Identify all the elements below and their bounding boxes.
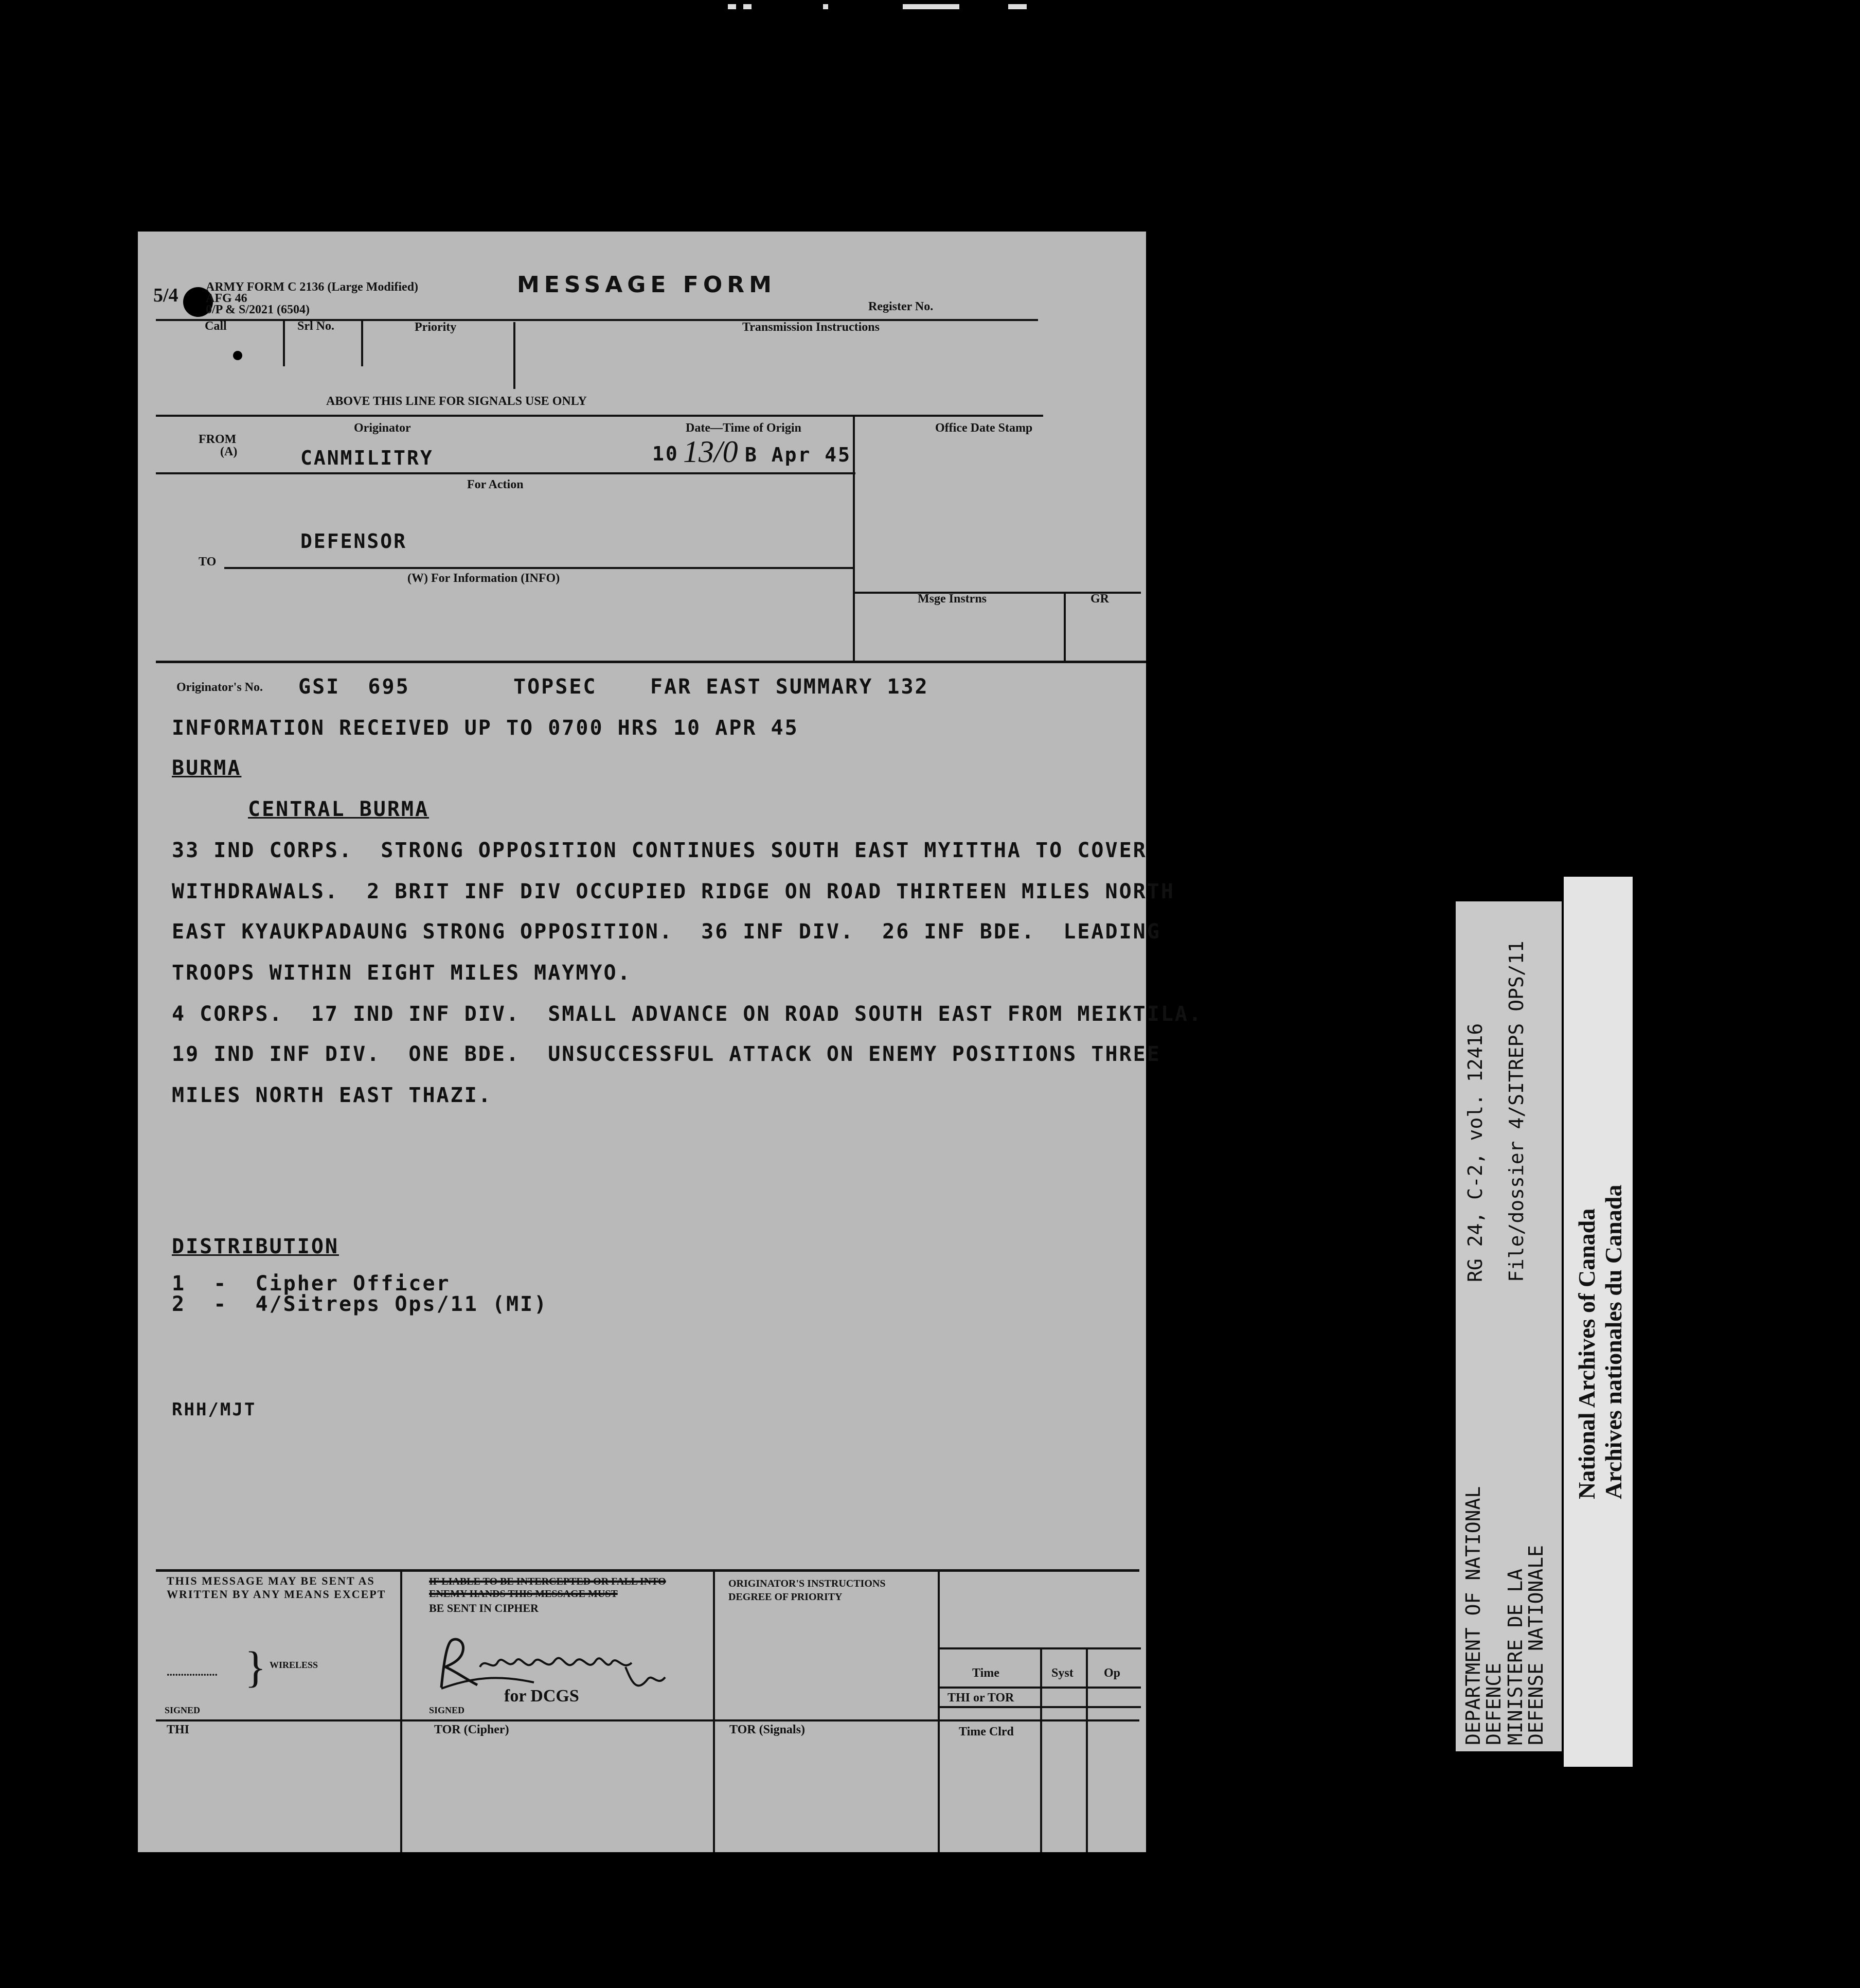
gr-label: GR	[1090, 592, 1109, 606]
cipher-line: BE SENT IN CIPHER	[429, 1602, 539, 1614]
signed-label-left: SIGNED	[165, 1705, 201, 1715]
afg-number: AFG 46	[206, 292, 247, 305]
msge-instrns-label: Msge Instrns	[918, 592, 987, 606]
signature-for-line: for DCGS	[504, 1687, 579, 1706]
priority-label: Priority	[415, 321, 457, 334]
body-line: 33 IND CORPS. STRONG OPPOSITION CONTINUES SOUTH EAST MYITTHA TO COVER	[172, 839, 1147, 862]
dto-zone-month: B Apr 45	[745, 443, 852, 466]
signed-label-middle: SIGNED	[429, 1705, 465, 1715]
punch-hole-small	[233, 351, 242, 360]
originator-label: Originator	[354, 421, 411, 435]
distribution-item: 1 - Cipher Officer	[172, 1272, 451, 1295]
thi-label: THI	[167, 1723, 190, 1736]
degree-of-priority-label: DEGREE OF PRIORITY	[728, 1591, 843, 1603]
body-line: WITHDRAWALS. 2 BRIT INF DIV OCCUPIED RIDGE ON ROAD THIRTEEN MILES NORTH	[172, 880, 1175, 903]
wireless-label: WIRELESS	[270, 1660, 318, 1670]
archive-file-reference: File/dossier 4/SITREPS OPS/11	[1505, 940, 1528, 1282]
for-action-label: For Action	[467, 478, 524, 491]
heading-central-burma: CENTRAL BURMA	[248, 797, 430, 821]
call-label: Call	[205, 319, 227, 333]
time-clrd-label: Time Clrd	[959, 1725, 1014, 1738]
wireless-brace: }	[245, 1642, 266, 1692]
form-title: MESSAGE FORM	[517, 272, 776, 298]
army-form-number: ARMY FORM C 2136 (Large Modified)	[206, 280, 419, 294]
body-line: MILES NORTH EAST THAZI.	[172, 1084, 492, 1107]
body-line: 4 CORPS. 17 IND INF DIV. SMALL ADVANCE ON ROAD SOUTH EAST FROM MEIKTILA.	[172, 1002, 1203, 1026]
form-ref: 5/4	[153, 285, 178, 306]
department-fr: MINISTERE DE LA DEFENSE NATIONALE	[1504, 1545, 1547, 1745]
may-be-sent-note: THIS MESSAGE MAY BE SENT AS WRITTEN BY ANY MEANS EXCEPT	[167, 1574, 386, 1601]
originator-value: CANMILITRY	[300, 447, 434, 469]
for-info-label: (W) For Information (INFO)	[407, 572, 560, 585]
tor-signals-label: TOR (Signals)	[729, 1723, 805, 1736]
body-line: EAST KYAUKPADAUNG STRONG OPPOSITION. 36 INF DIV. 26 INF BDE. LEADING	[172, 920, 1161, 944]
originators-no-value: GSI 695	[298, 675, 410, 699]
info-received-line: INFORMATION RECEIVED UP TO 0700 HRS 10 APR 45	[172, 716, 799, 740]
register-no-label: Register No.	[868, 300, 934, 313]
from-label: FROM	[199, 433, 237, 446]
archive-reference-label	[1456, 901, 1562, 1751]
scan-edge-marks	[720, 0, 1039, 21]
archives-en: National Archives of Canada	[1573, 1208, 1600, 1499]
reference-initials: RHH/MJT	[172, 1399, 257, 1420]
body-line: TROOPS WITHIN EIGHT MILES MAYMYO.	[172, 961, 632, 985]
transmission-instructions-label: Transmission Instructions	[742, 321, 880, 334]
syst-label: Syst	[1051, 1666, 1074, 1680]
for-action-value: DEFENSOR	[300, 530, 407, 553]
distribution-heading: DISTRIBUTION	[172, 1235, 339, 1258]
department-en: DEPARTMENT OF NATIONAL DEFENCE	[1462, 1486, 1505, 1745]
distribution-item: 2 - 4/Sitreps Ops/11 (MI)	[172, 1292, 548, 1316]
classification: TOPSEC	[513, 675, 597, 699]
cipher-strikethrough-text: IF LIABLE TO BE INTERCEPTED OR FALL INTO ENEMY HANDS THIS MESSAGE MUST	[429, 1576, 666, 1600]
above-line-note: ABOVE THIS LINE FOR SIGNALS USE ONLY	[326, 395, 587, 408]
tor-cipher-label: TOR (Cipher)	[434, 1723, 509, 1736]
dto-day: 10	[652, 442, 679, 465]
archives-fr: Archives nationales du Canada	[1600, 1184, 1626, 1499]
op-label: Op	[1104, 1666, 1121, 1680]
from-sub-label: (A)	[220, 445, 238, 458]
originators-no-label: Originator's No.	[176, 681, 263, 694]
dto-label: Date—Time of Origin	[686, 421, 801, 435]
dto-value	[652, 435, 852, 469]
archive-rg-reference: RG 24, C-2, vol. 12416	[1464, 1023, 1487, 1282]
office-date-stamp-label: Office Date Stamp	[935, 421, 1033, 435]
body-line: 19 IND INF DIV. ONE BDE. UNSUCCESSFUL ATTACK ON ENEMY POSITIONS THREE	[172, 1042, 1161, 1066]
originators-instructions-label: ORIGINATOR'S INSTRUCTIONS	[728, 1578, 886, 1589]
to-label: TO	[199, 555, 217, 569]
srl-no-label: Srl No.	[297, 319, 334, 333]
form-code: 0/P & S/2021 (6504)	[206, 303, 310, 316]
heading-burma: BURMA	[172, 756, 242, 780]
wireless-dots: ..................	[167, 1665, 218, 1678]
dto-time-handwritten: 13/0	[683, 435, 738, 469]
thi-or-tor-label: THI or TOR	[947, 1691, 1014, 1705]
national-archives-label	[1564, 877, 1633, 1767]
message-form	[138, 232, 1203, 1852]
summary-title: FAR EAST SUMMARY 132	[650, 675, 929, 699]
time-label: Time	[972, 1666, 999, 1680]
